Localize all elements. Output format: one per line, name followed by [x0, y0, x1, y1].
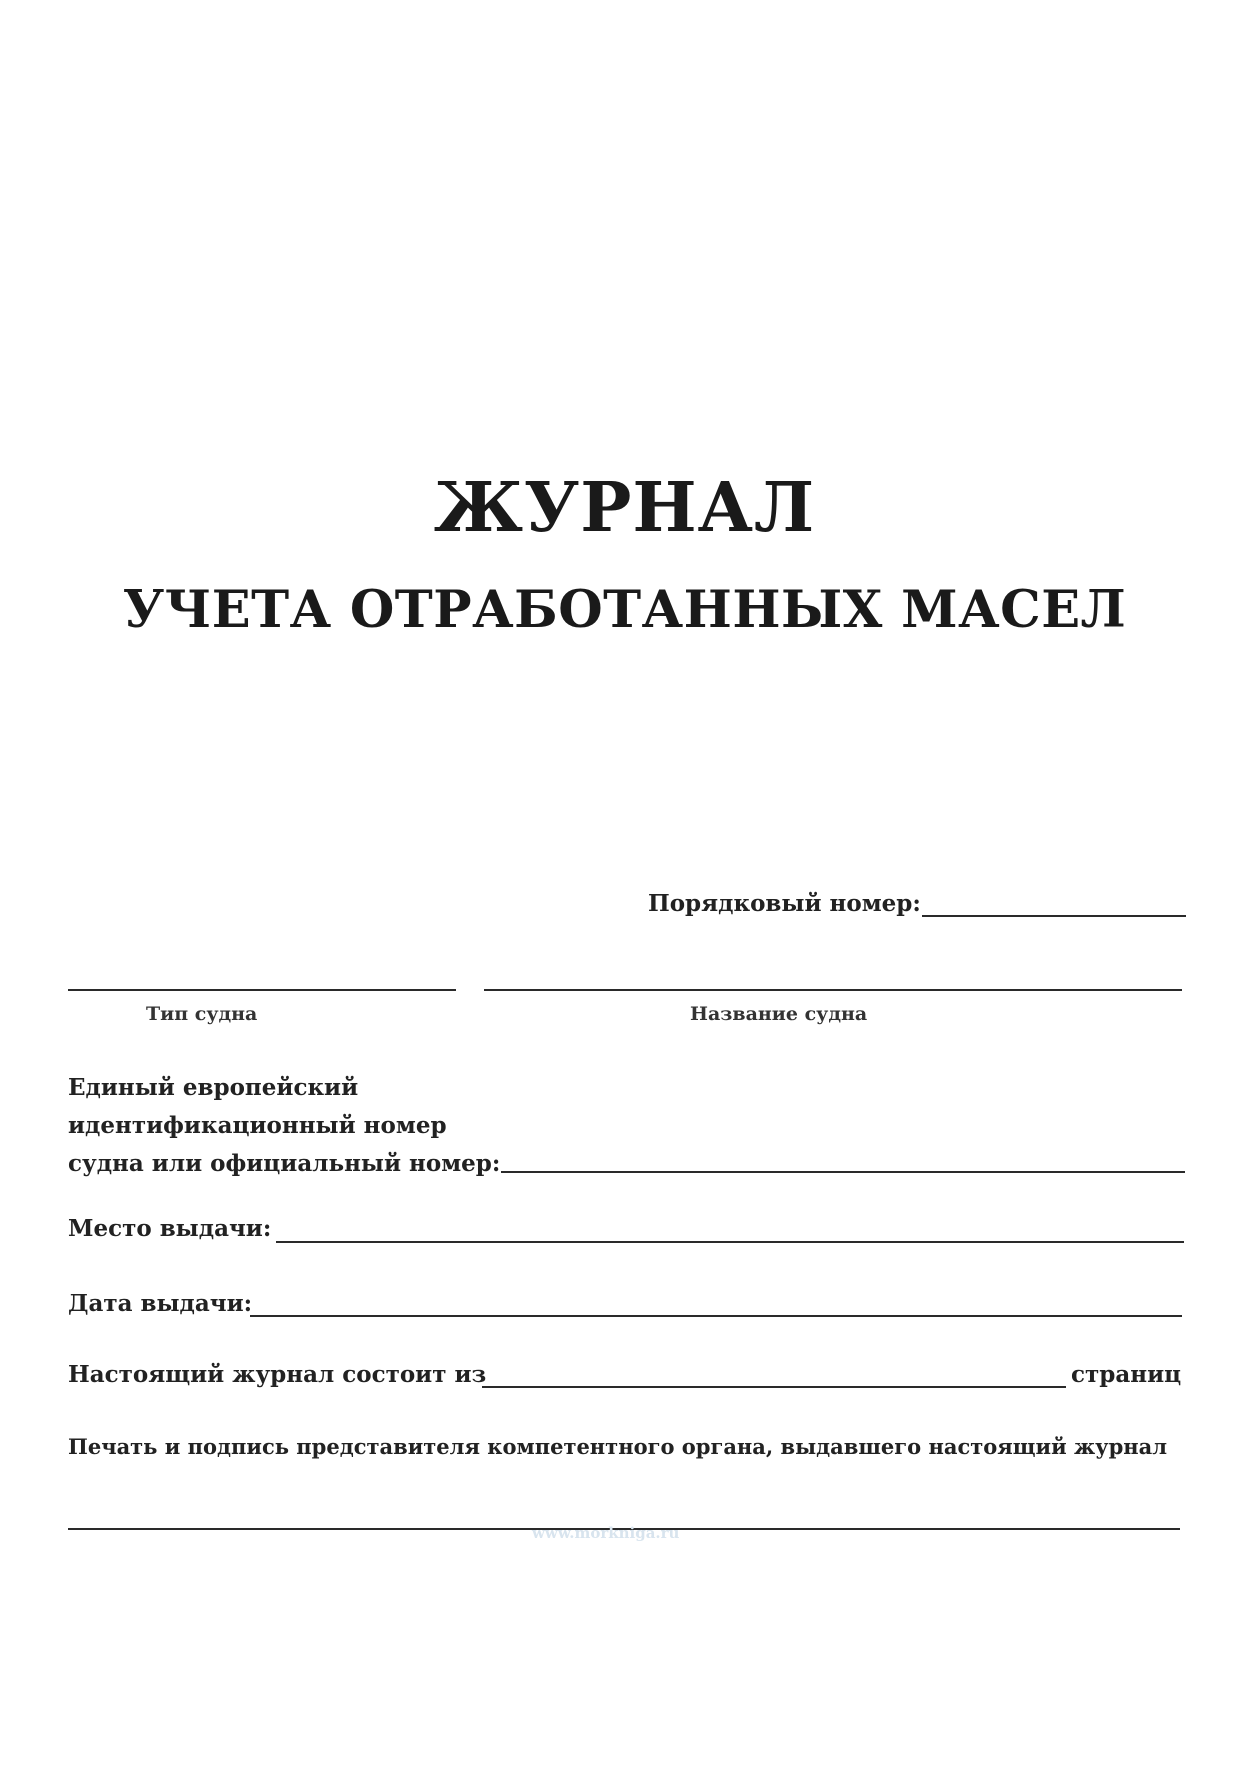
vessel-name-caption: Название судна [690, 1003, 868, 1025]
euid-label-line-2: идентификационный номер [68, 1112, 447, 1139]
serial-number-label: Порядковый номер: [648, 890, 921, 917]
date-of-issue-label: Дата выдачи: [68, 1290, 253, 1317]
euid-label-line-1: Единый европейский [68, 1074, 359, 1101]
page-count-prefix: Настоящий журнал состоит из [68, 1361, 487, 1388]
serial-number-field[interactable] [922, 915, 1186, 917]
place-of-issue-label: Место выдачи: [68, 1215, 272, 1242]
euid-label [68, 1069, 500, 1183]
page-count-field[interactable] [482, 1386, 1066, 1388]
seal-signature-label: Печать и подпись представителя компетентного органа, выдавшего настоящий журнал [68, 1434, 1168, 1459]
date-of-issue-field[interactable] [250, 1315, 1182, 1317]
document-title: ЖУРНАЛ [433, 468, 816, 548]
place-of-issue-field[interactable] [276, 1241, 1184, 1243]
vessel-type-field[interactable] [68, 989, 456, 991]
euid-label-line-3: судна или официальный номер: [68, 1150, 501, 1177]
document-subtitle: УЧЕТА ОТРАБОТАННЫХ МАСЕЛ [122, 580, 1127, 640]
page-count-suffix: страниц [1071, 1361, 1182, 1388]
vessel-type-caption: Тип судна [146, 1003, 258, 1025]
watermark: www.morkniga.ru [532, 1524, 680, 1542]
euid-field[interactable] [501, 1171, 1185, 1173]
vessel-name-field[interactable] [484, 989, 1182, 991]
